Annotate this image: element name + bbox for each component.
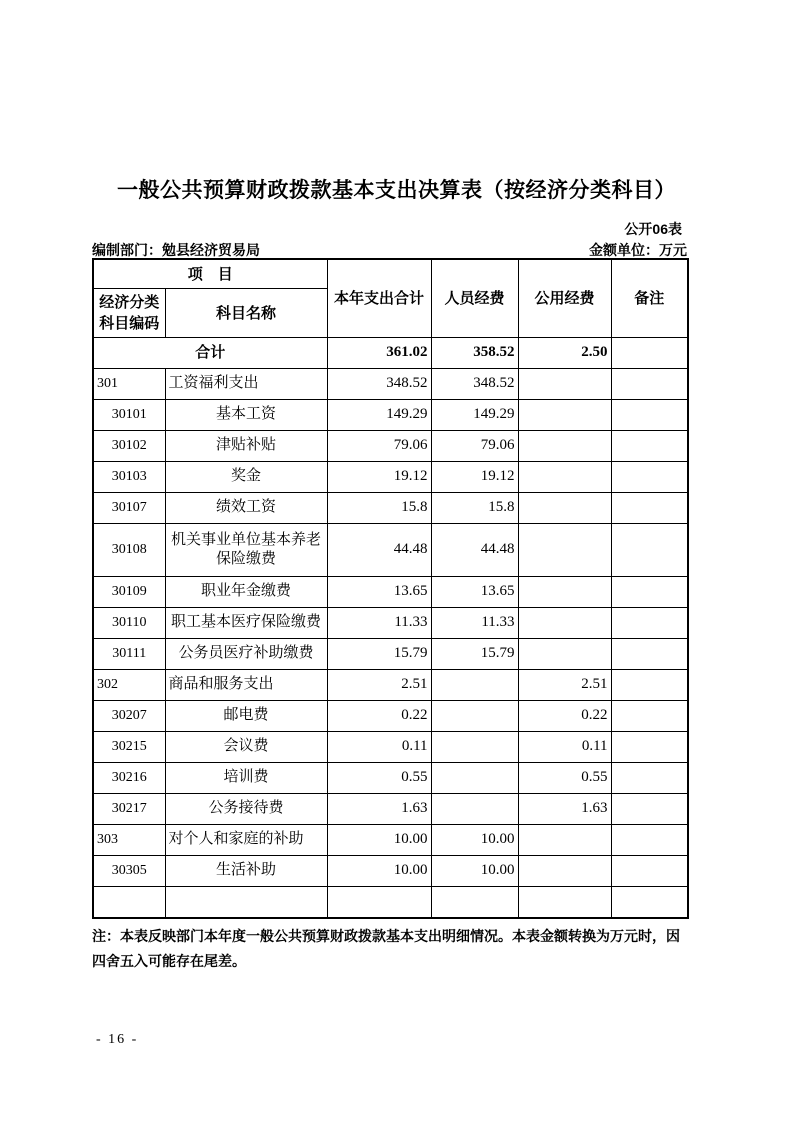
header-code: 经济分类科目编码 bbox=[93, 289, 165, 338]
cell-personnel: 10.00 bbox=[431, 825, 518, 856]
cell-public: 2.50 bbox=[518, 338, 611, 369]
cell-remarks bbox=[611, 670, 688, 701]
cell-public bbox=[518, 493, 611, 524]
table-row bbox=[93, 639, 688, 670]
cell-name: 邮电费 bbox=[165, 701, 327, 732]
cell-remarks bbox=[611, 794, 688, 825]
cell-code: 30108 bbox=[93, 524, 165, 577]
cell-personnel: 11.33 bbox=[431, 608, 518, 639]
cell-remarks bbox=[611, 462, 688, 493]
cell-personnel: 10.00 bbox=[431, 856, 518, 887]
cell-total: 15.79 bbox=[327, 639, 431, 670]
cell-name: 生活补助 bbox=[165, 856, 327, 887]
cell-personnel: 19.12 bbox=[431, 462, 518, 493]
table-row bbox=[93, 369, 688, 400]
cell-personnel: 15.8 bbox=[431, 493, 518, 524]
cell-personnel bbox=[431, 794, 518, 825]
cell-total: 0.55 bbox=[327, 763, 431, 794]
table-number: 公开06表 bbox=[624, 221, 682, 237]
cell-public: 0.11 bbox=[518, 732, 611, 763]
cell-total bbox=[327, 887, 431, 919]
cell-public bbox=[518, 431, 611, 462]
table-row bbox=[93, 400, 688, 431]
table-row bbox=[93, 431, 688, 462]
cell-public bbox=[518, 825, 611, 856]
cell-remarks bbox=[611, 856, 688, 887]
cell-code: 302 bbox=[93, 670, 165, 701]
cell-code: 30215 bbox=[93, 732, 165, 763]
header-public-funds: 公用经费 bbox=[518, 259, 611, 338]
cell-code: 30109 bbox=[93, 577, 165, 608]
table-row bbox=[93, 577, 688, 608]
header-subject-name: 科目名称 bbox=[165, 289, 327, 338]
cell-public bbox=[518, 369, 611, 400]
header-personnel: 人员经费 bbox=[431, 259, 518, 338]
cell-total: 348.52 bbox=[327, 369, 431, 400]
cell-total: 1.63 bbox=[327, 794, 431, 825]
table-meta bbox=[92, 240, 687, 260]
cell-name: 会议费 bbox=[165, 732, 327, 763]
table-row bbox=[93, 763, 688, 794]
cell-name: 工资福利支出 bbox=[165, 369, 327, 400]
cell-total: 19.12 bbox=[327, 462, 431, 493]
table-row bbox=[93, 856, 688, 887]
cell-name: 公务员医疗补助缴费 bbox=[165, 639, 327, 670]
cell-code: 30111 bbox=[93, 639, 165, 670]
table-row bbox=[93, 524, 688, 577]
cell-code: 30217 bbox=[93, 794, 165, 825]
page-number: - 16 - bbox=[96, 1032, 139, 1047]
cell-code: 30102 bbox=[93, 431, 165, 462]
unit-label: 金额单位：万元 bbox=[589, 242, 687, 258]
cell-name: 职业年金缴费 bbox=[165, 577, 327, 608]
cell-remarks bbox=[611, 825, 688, 856]
cell-remarks bbox=[611, 701, 688, 732]
cell-public bbox=[518, 639, 611, 670]
cell-name: 职工基本医疗保险缴费 bbox=[165, 608, 327, 639]
cell-public bbox=[518, 462, 611, 493]
cell-total: 15.8 bbox=[327, 493, 431, 524]
cell-total: 79.06 bbox=[327, 431, 431, 462]
cell-personnel bbox=[431, 763, 518, 794]
cell-code: 30305 bbox=[93, 856, 165, 887]
cell-code bbox=[93, 887, 165, 919]
cell-total: 10.00 bbox=[327, 825, 431, 856]
table-row bbox=[93, 608, 688, 639]
cell-remarks bbox=[611, 338, 688, 369]
table-row bbox=[93, 732, 688, 763]
cell-remarks bbox=[611, 524, 688, 577]
cell-personnel bbox=[431, 887, 518, 919]
budget-table bbox=[92, 258, 689, 919]
page-title: 一般公共预算财政拨款基本支出决算表（按经济分类科目） bbox=[117, 179, 676, 202]
header-row-1 bbox=[93, 259, 688, 289]
cell-public: 0.22 bbox=[518, 701, 611, 732]
cell-public: 0.55 bbox=[518, 763, 611, 794]
table-note: 注：本表反映部门本年度一般公共预算财政拨款基本支出明细情况。本表金额转换为万元时，因四舍五入可能存在尾差。 bbox=[92, 930, 680, 970]
cell-public bbox=[518, 608, 611, 639]
cell-personnel bbox=[431, 701, 518, 732]
cell-public bbox=[518, 577, 611, 608]
cell-remarks bbox=[611, 577, 688, 608]
cell-public bbox=[518, 400, 611, 431]
cell-personnel: 358.52 bbox=[431, 338, 518, 369]
cell-total: 0.22 bbox=[327, 701, 431, 732]
cell-total: 44.48 bbox=[327, 524, 431, 577]
table-row bbox=[93, 670, 688, 701]
cell-personnel: 13.65 bbox=[431, 577, 518, 608]
cell-public: 2.51 bbox=[518, 670, 611, 701]
cell-public: 1.63 bbox=[518, 794, 611, 825]
cell-personnel: 79.06 bbox=[431, 431, 518, 462]
cell-name: 绩效工资 bbox=[165, 493, 327, 524]
cell-remarks bbox=[611, 887, 688, 919]
cell-personnel: 44.48 bbox=[431, 524, 518, 577]
cell-remarks bbox=[611, 431, 688, 462]
cell-personnel: 149.29 bbox=[431, 400, 518, 431]
cell-code: 30216 bbox=[93, 763, 165, 794]
cell-name bbox=[165, 887, 327, 919]
cell-code: 303 bbox=[93, 825, 165, 856]
cell-code: 30103 bbox=[93, 462, 165, 493]
cell-personnel: 15.79 bbox=[431, 639, 518, 670]
cell-total: 11.33 bbox=[327, 608, 431, 639]
cell-total: 13.65 bbox=[327, 577, 431, 608]
cell-code: 30110 bbox=[93, 608, 165, 639]
cell-remarks bbox=[611, 400, 688, 431]
total-label: 合计 bbox=[93, 338, 327, 369]
cell-code: 30207 bbox=[93, 701, 165, 732]
cell-total: 361.02 bbox=[327, 338, 431, 369]
cell-total: 149.29 bbox=[327, 400, 431, 431]
cell-remarks bbox=[611, 369, 688, 400]
cell-name: 培训费 bbox=[165, 763, 327, 794]
cell-name: 公务接待费 bbox=[165, 794, 327, 825]
total-row bbox=[93, 338, 688, 369]
cell-code: 301 bbox=[93, 369, 165, 400]
cell-total: 0.11 bbox=[327, 732, 431, 763]
cell-total: 2.51 bbox=[327, 670, 431, 701]
cell-name: 基本工资 bbox=[165, 400, 327, 431]
cell-name: 商品和服务支出 bbox=[165, 670, 327, 701]
cell-remarks bbox=[611, 763, 688, 794]
cell-name: 机关事业单位基本养老保险缴费 bbox=[165, 524, 327, 577]
cell-remarks bbox=[611, 732, 688, 763]
header-item-group: 项 目 bbox=[93, 259, 327, 289]
table-row bbox=[93, 701, 688, 732]
cell-remarks bbox=[611, 639, 688, 670]
cell-name: 奖金 bbox=[165, 462, 327, 493]
header-remarks: 备注 bbox=[611, 259, 688, 338]
table-row-empty bbox=[93, 887, 688, 919]
cell-total: 10.00 bbox=[327, 856, 431, 887]
cell-personnel bbox=[431, 732, 518, 763]
cell-name: 津贴补贴 bbox=[165, 431, 327, 462]
cell-remarks bbox=[611, 608, 688, 639]
cell-public bbox=[518, 856, 611, 887]
cell-personnel: 348.52 bbox=[431, 369, 518, 400]
table-row bbox=[93, 462, 688, 493]
table-row bbox=[93, 794, 688, 825]
prepared-by-label: 编制部门：勉县经济贸易局 bbox=[92, 242, 260, 258]
cell-remarks bbox=[611, 493, 688, 524]
cell-code: 30101 bbox=[93, 400, 165, 431]
table-row bbox=[93, 825, 688, 856]
cell-public bbox=[518, 524, 611, 577]
cell-name: 对个人和家庭的补助 bbox=[165, 825, 327, 856]
cell-code: 30107 bbox=[93, 493, 165, 524]
header-year-total: 本年支出合计 bbox=[327, 259, 431, 338]
cell-public bbox=[518, 887, 611, 919]
table-row bbox=[93, 493, 688, 524]
cell-personnel bbox=[431, 670, 518, 701]
